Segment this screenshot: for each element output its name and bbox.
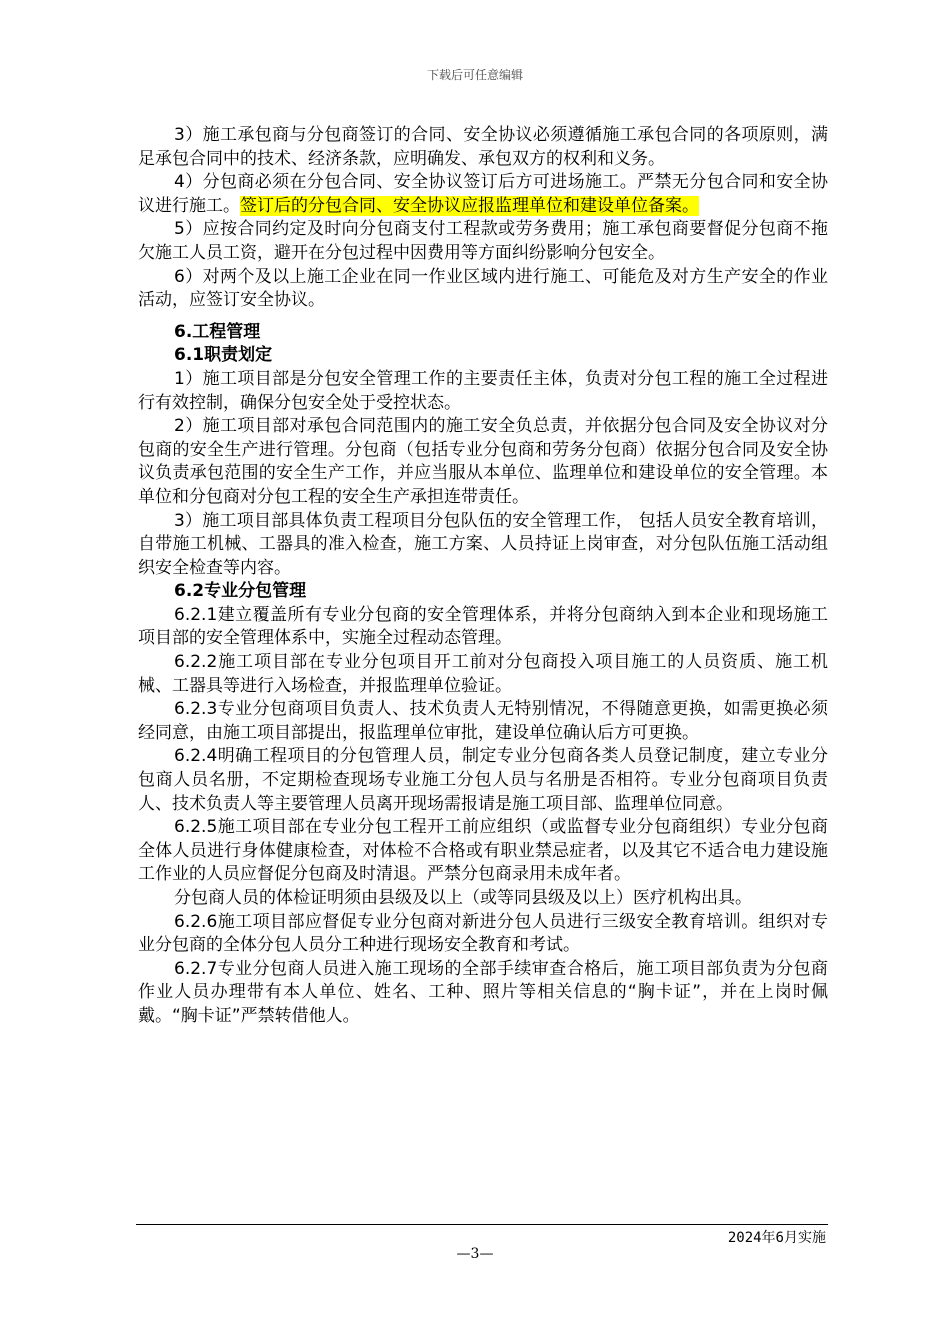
paragraph-6-2-5: 6.2.5施工项目部在专业分包工程开工前应组织（或监督专业分包商组织）专业分包商全体人员进行身体健康检查，对体检不合格或有职业禁忌症者，以及其它不适合电力建设施工作业的人员应督促分包商及时清退。严禁分包商录用未成年者。 bbox=[138, 817, 828, 885]
paragraph-6-2-1: 6.2.1建立覆盖所有专业分包商的安全管理体系，并将分包商纳入到本企业和现场施工项目部的安全管理体系中，实施全过程动态管理。 bbox=[138, 604, 828, 649]
heading-responsibilities: 6.1职责划定 bbox=[174, 345, 273, 366]
paragraph-enter-after-signing-text: 4）分包商必须在分包合同、安全协议签订后方可进场施工。严禁无分包合同和安全协议进行施工。 bbox=[138, 172, 828, 216]
paragraph-6-2-7: 6.2.7专业分包商人员进入施工现场的全部手续审查合格后，施工项目部负责为分包商作业人员办理带有本人单位、姓名、工种、照片等相关信息的“胸卡证”，并在上岗时佩戴。“胸卡证”严禁转借他人。 bbox=[138, 958, 828, 1026]
heading-engineering-management: 6.工程管理 bbox=[174, 321, 261, 342]
heading-specialty-subcontract: 6.2专业分包管理 bbox=[174, 581, 307, 602]
paragraph-enter-after-signing bbox=[138, 171, 828, 218]
paragraph-specific-responsibility: 3）施工项目部具体负责工程项目分包队伍的安全管理工作， 包括人员安全教育培训，自带施工机械、工器具的准入检查，施工方案、人员持证上岗审查，对分包队伍施工活动组织安全检查等内容。 bbox=[138, 510, 828, 578]
paragraph-6-2-4: 6.2.4明确工程项目的分包管理人员，制定专业分包商各类人员登记制度，建立专业分包商人员名册，不定期检查现场专业施工分包人员与名册是否相符。专业分包商项目负责人、技术负责人等主要管理人员离开现场需报请是施工项目部、监理单位同意。 bbox=[138, 746, 828, 814]
footer-implementation-date: 2024年6月实施 bbox=[727, 1230, 826, 1246]
paragraph-contract-principles: 3）施工承包商与分包商签订的合同、安全协议必须遵循施工承包合同的各项原则，满足承包合同中的技术、经济条款，应明确发、承包双方的权利和义务。 bbox=[138, 125, 828, 169]
document-body bbox=[138, 124, 828, 1029]
footer-divider bbox=[136, 1224, 828, 1225]
paragraph-6-2-3: 6.2.3专业分包商项目负责人、技术负责人无特别情况，不得随意更换，如需更换必须经同意，由施工项目部提出，报监理单位审批，建设单位确认后方可更换。 bbox=[138, 699, 828, 743]
paragraph-6-2-2: 6.2.2施工项目部在专业分包项目开工前对分包商投入项目施工的人员资质、施工机械、工器具等进行入场检查，并报监理单位验证。 bbox=[138, 652, 828, 696]
paragraph-health-certificate: 分包商人员的体检证明须由县级及以上（或等同县级及以上）医疗机构出具。 bbox=[174, 888, 752, 908]
highlighted-filing-requirement: 签订后的分包合同、安全协议应报监理单位和建设单位备案。 bbox=[240, 195, 699, 216]
header-note: 下载后可任意编辑 bbox=[426, 68, 523, 82]
paragraph-overall-responsibility: 2）施工项目部对承包合同范围内的施工安全负总责，并依据分包合同及安全协议对分包商的安全生产进行管理。分包商（包括专业分包商和劳务分包商）依据分包合同及安全协议负责承包范围的安全生产工作，并应当服从本单位、监理单位和建设单位的安全管理。本单位和分包商对分包工程的安全生产承担连带责任。 bbox=[138, 416, 828, 507]
page-number: —3— bbox=[456, 1246, 494, 1262]
paragraph-safety-agreement: 6）对两个及以上施工企业在同一作业区域内进行施工、可能危及对方生产安全的作业活动，应签订安全协议。 bbox=[138, 266, 828, 311]
paragraph-payment: 5）应按合同约定及时向分包商支付工程款或劳务费用；施工承包商要督促分包商不拖欠施工人员工资，避开在分包过程中因费用等方面纠纷影响分包安全。 bbox=[138, 219, 828, 263]
paragraph-main-responsibility: 1）施工项目部是分包安全管理工作的主要责任主体，负责对分包工程的施工全过程进行有效控制，确保分包安全处于受控状态。 bbox=[138, 368, 828, 413]
paragraph-6-2-6: 6.2.6施工项目部应督促专业分包商对新进分包人员进行三级安全教育培训。组织对专业分包商的全体分包人员分工种进行现场安全教育和考试。 bbox=[138, 911, 828, 956]
